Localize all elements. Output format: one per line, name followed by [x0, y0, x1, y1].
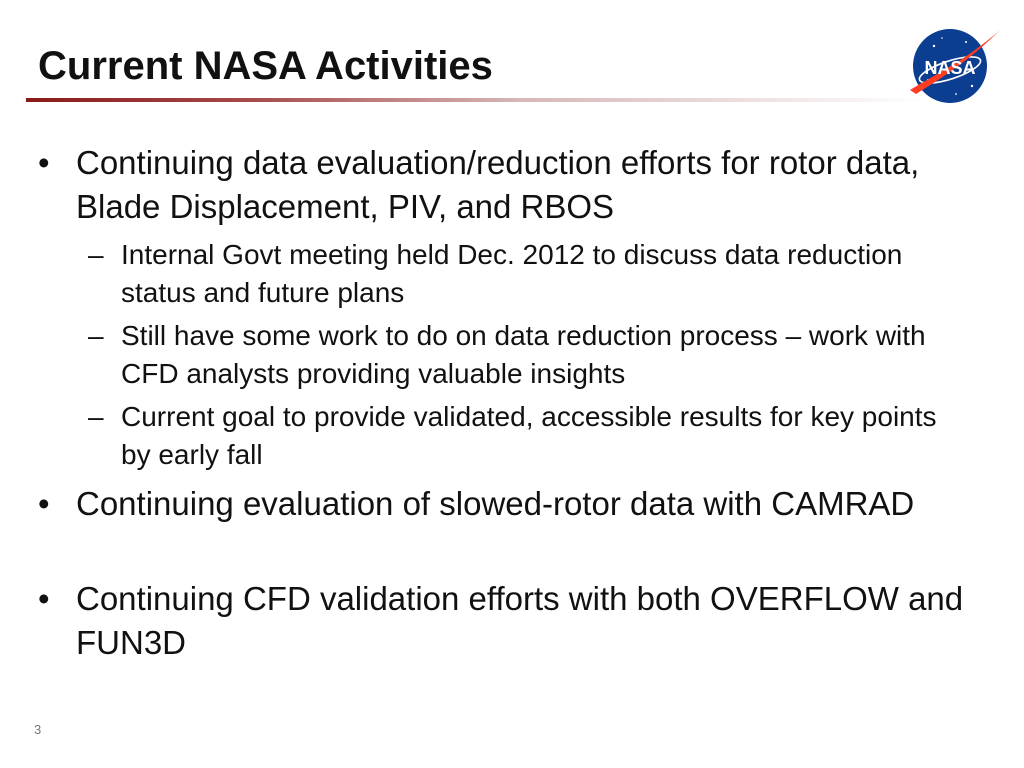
- bullet-item: [38, 482, 968, 526]
- bullet-item: [38, 141, 968, 229]
- bullet-icon: •: [38, 144, 50, 181]
- sub-bullet-item: [88, 236, 968, 312]
- bullet-item: [38, 577, 968, 665]
- sub-bullet-item: [88, 398, 968, 474]
- slide-title: Current NASA Activities: [38, 44, 493, 88]
- bullet-text: Continuing evaluation of slowed-rotor data with CAMRAD: [76, 485, 915, 522]
- bullet-text: Continuing data evaluation/reduction efforts for rotor data, Blade Displacement, PIV, and RBOS: [76, 144, 920, 225]
- sub-bullet-text: Still have some work to do on data reduction process – work with CFD analysts providing valuable insights: [121, 320, 926, 389]
- bullet-text: Continuing CFD validation efforts with both OVERFLOW and FUN3D: [76, 580, 964, 661]
- dash-icon: –: [88, 401, 104, 432]
- sub-bullet-text: Internal Govt meeting held Dec. 2012 to discuss data reduction status and future plans: [121, 239, 903, 308]
- bullet-icon: •: [38, 485, 50, 522]
- nasa-logo-text: NASA: [924, 58, 976, 78]
- sub-bullet-text: Current goal to provide validated, accessible results for key points by early fall: [121, 401, 937, 470]
- page-number: 3: [34, 722, 42, 737]
- dash-icon: –: [88, 239, 104, 270]
- sub-bullet-item: [88, 317, 968, 393]
- bullet-icon: •: [38, 580, 50, 617]
- dash-icon: –: [88, 320, 104, 351]
